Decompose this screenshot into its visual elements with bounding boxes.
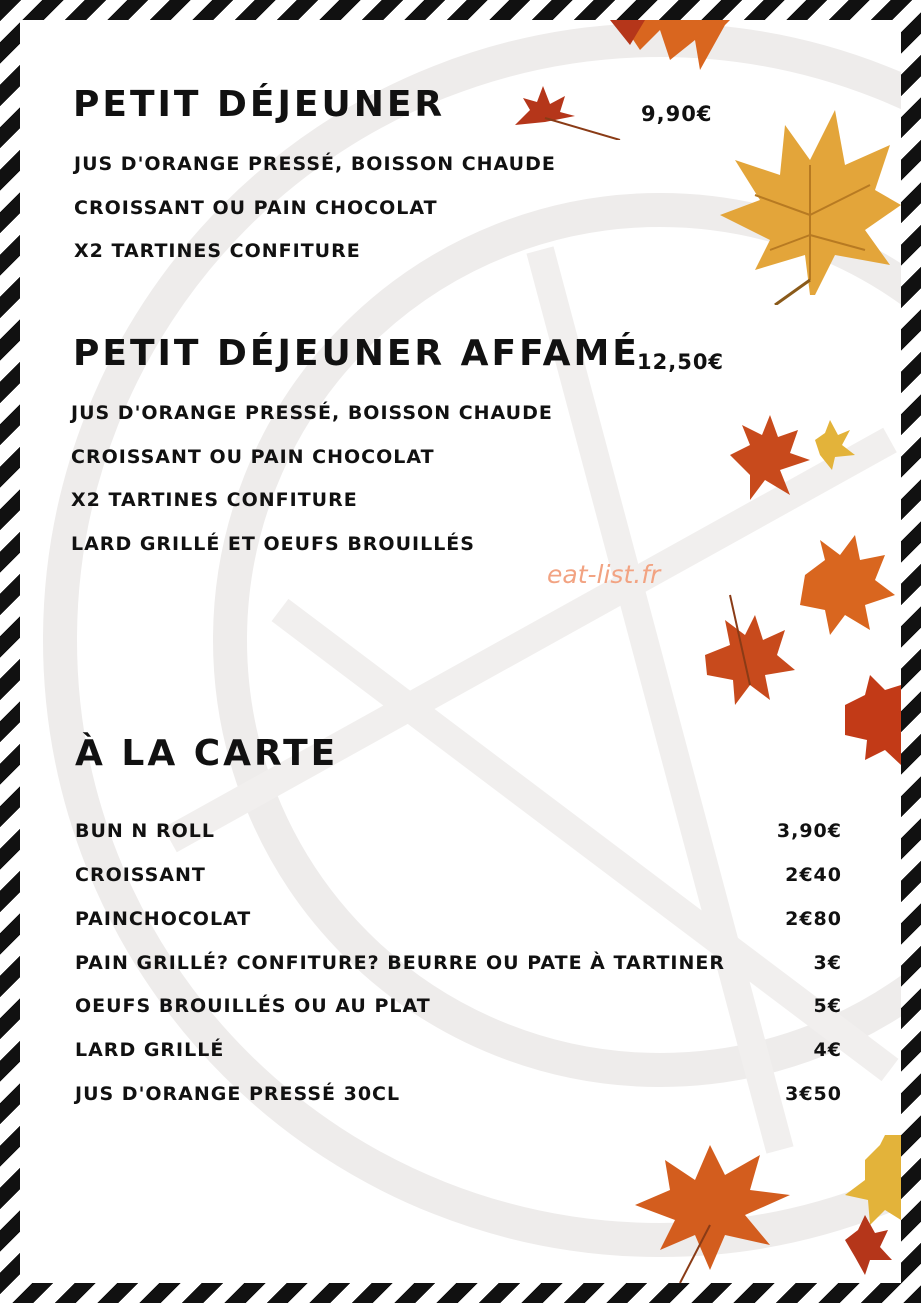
- carte-row: [75, 952, 842, 974]
- carte-item-name: BUN N ROLL: [75, 820, 215, 842]
- section-title-petit-dejeuner-affame: PETIT DÉJEUNER AFFAMÉ: [73, 333, 640, 374]
- carte-row: [75, 908, 842, 930]
- carte-item-name: OEUFS BROUILLÉS OU AU PLAT: [75, 995, 431, 1017]
- carte-item-price: 4€: [813, 1039, 842, 1061]
- section-item: JUS D'ORANGE PRESSÉ, BOISSON CHAUDE: [74, 153, 556, 175]
- carte-row: [75, 864, 842, 886]
- carte-item-price: 2€80: [785, 908, 842, 930]
- carte-item-name: JUS D'ORANGE PRESSÉ 30CL: [75, 1083, 401, 1105]
- carte-item-name: LARD GRILLÉ: [75, 1039, 225, 1061]
- menu-page: [20, 20, 901, 1283]
- section-item: X2 TARTINES CONFITURE: [74, 240, 361, 262]
- section-price-petit-dejeuner-affame: 12,50€: [637, 350, 725, 374]
- carte-item-price: 2€40: [785, 864, 842, 886]
- carte-item-name: PAIN GRILLÉ? CONFITURE? BEURRE OU PATE À TARTINER: [75, 952, 726, 974]
- carte-row: [75, 1083, 842, 1105]
- carte-title: À LA CARTE: [75, 733, 339, 774]
- section-title-petit-dejeuner: PETIT DÉJEUNER: [73, 84, 446, 125]
- section-item: CROISSANT OU PAIN CHOCOLAT: [74, 197, 438, 219]
- menu-content: [20, 20, 901, 1283]
- section-item: CROISSANT OU PAIN CHOCOLAT: [71, 446, 435, 468]
- section-price-petit-dejeuner: 9,90€: [641, 102, 713, 126]
- carte-item-price: 3€50: [785, 1083, 842, 1105]
- section-item: JUS D'ORANGE PRESSÉ, BOISSON CHAUDE: [71, 402, 553, 424]
- carte-row: [75, 1039, 842, 1061]
- carte-row: [75, 995, 842, 1017]
- section-item: LARD GRILLÉ ET OEUFS BROUILLÉS: [71, 533, 475, 555]
- carte-item-price: 5€: [813, 995, 842, 1017]
- carte-row: [75, 820, 842, 842]
- carte-item-price: 3€: [813, 952, 842, 974]
- section-item: X2 TARTINES CONFITURE: [71, 489, 358, 511]
- watermark: eat-list.fr: [547, 560, 661, 589]
- carte-item-price: 3,90€: [776, 820, 842, 842]
- carte-item-name: CROISSANT: [75, 864, 206, 886]
- carte-item-name: PAINCHOCOLAT: [75, 908, 252, 930]
